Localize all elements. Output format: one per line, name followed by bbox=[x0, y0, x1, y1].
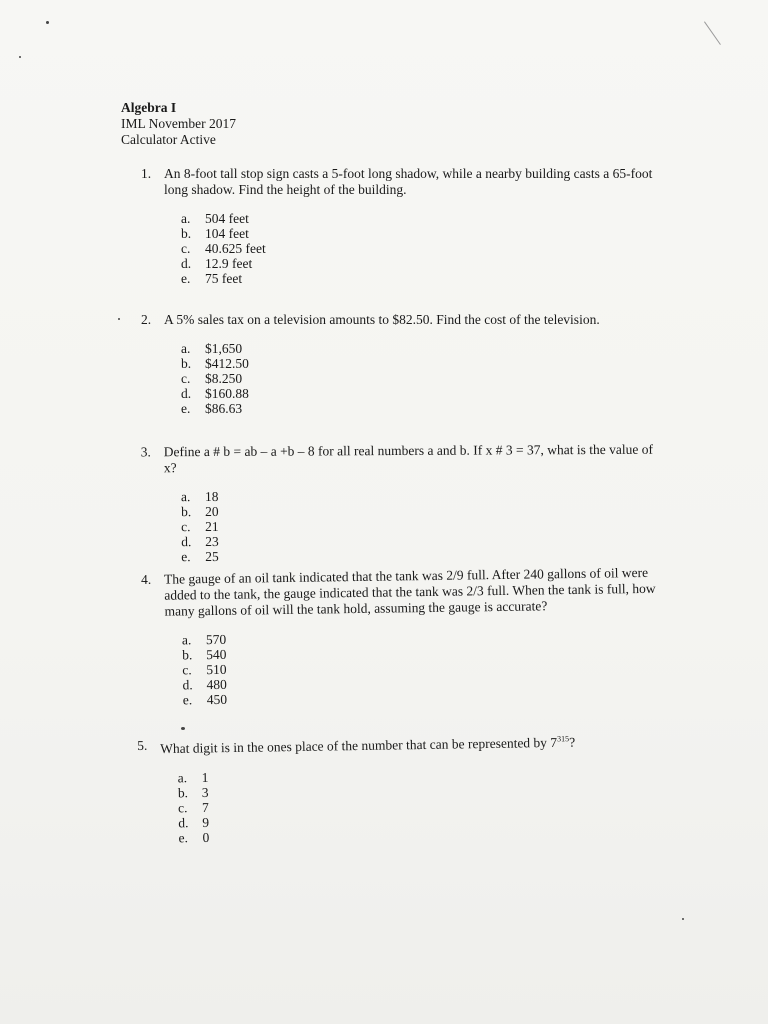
subject-title: Algebra I bbox=[121, 100, 177, 115]
scan-speck bbox=[181, 727, 185, 730]
choice-value: 570 bbox=[205, 631, 227, 648]
answer-choice bbox=[181, 401, 664, 416]
choice-value: 480 bbox=[206, 676, 227, 693]
choice-value: 104 feet bbox=[205, 226, 249, 241]
choice-letter: b. bbox=[177, 784, 189, 800]
scan-scratch bbox=[704, 21, 721, 45]
choice-value: $86.63 bbox=[205, 401, 243, 416]
question-text: The gauge of an oil tank indicated that the tank was 2/9 full. After 240 gallons of oil were added to the tank, the gauge indicated that the tank was 2/3 full. When the tank is full, how many gallons of oil will the tank hold, assuming the gauge is accurate? bbox=[163, 564, 656, 619]
question-text: A 5% sales tax on a television amounts to $82.50. Find the cost of the television. bbox=[164, 312, 600, 327]
choice-value: $160.88 bbox=[205, 386, 249, 401]
choice-value: 21 bbox=[205, 518, 219, 535]
answer-choice bbox=[181, 256, 664, 271]
question-text-main: What digit is in the ones place of the number that can be represented by 7 bbox=[160, 734, 558, 757]
question-text: Define a # b = ab – a +b – 8 for all real numbers a and b. If x # 3 = 37, what is the value of x? bbox=[163, 441, 653, 476]
answer-choice bbox=[181, 271, 664, 286]
choice-letter: c. bbox=[182, 662, 192, 678]
scan-speck bbox=[19, 56, 21, 58]
choice-letter: b. bbox=[182, 647, 193, 663]
choice-value: 25 bbox=[205, 548, 219, 565]
scan-speck bbox=[118, 318, 120, 320]
choice-letter: d. bbox=[181, 534, 192, 550]
choice-value: 1 bbox=[201, 769, 209, 785]
choice-letter: a. bbox=[181, 211, 191, 226]
question-number: 1. bbox=[141, 166, 152, 181]
choice-letter: b. bbox=[181, 226, 192, 241]
choice-letter: e. bbox=[178, 829, 189, 845]
answer-choices bbox=[182, 626, 666, 708]
question-text bbox=[160, 730, 660, 757]
question-3 bbox=[141, 442, 665, 565]
choice-value: 12.9 feet bbox=[205, 256, 253, 271]
choice-letter: a. bbox=[180, 489, 191, 505]
choice-value: 40.625 feet bbox=[205, 241, 266, 256]
choice-letter: a. bbox=[181, 341, 191, 356]
choice-value: $412.50 bbox=[205, 356, 249, 371]
answer-choices bbox=[181, 487, 664, 565]
exponent: 315 bbox=[556, 734, 570, 744]
choice-value: 18 bbox=[204, 488, 219, 505]
choice-letter: a. bbox=[181, 632, 192, 648]
choice-value: 504 feet bbox=[205, 211, 249, 226]
answer-choice bbox=[181, 241, 664, 256]
choice-value: 9 bbox=[202, 814, 210, 830]
answer-choice bbox=[181, 386, 664, 401]
choice-letter: b. bbox=[181, 356, 192, 371]
choice-value: 0 bbox=[202, 829, 210, 845]
calculator-mode: Calculator Active bbox=[121, 132, 216, 147]
question-number: 2. bbox=[141, 312, 152, 327]
answer-choice bbox=[181, 211, 664, 226]
question-mark: ? bbox=[569, 734, 576, 750]
answer-choice bbox=[181, 341, 664, 356]
document-header bbox=[121, 100, 236, 148]
choice-value: 540 bbox=[206, 646, 227, 663]
choice-value: 3 bbox=[201, 784, 209, 800]
choice-letter: c. bbox=[181, 371, 191, 386]
choice-letter: a. bbox=[177, 769, 188, 785]
answer-choices bbox=[181, 341, 664, 416]
answer-choice bbox=[181, 547, 664, 565]
choice-value: $1,650 bbox=[205, 341, 243, 356]
question-number: 4. bbox=[141, 571, 152, 587]
answer-choice bbox=[181, 371, 664, 386]
question-5 bbox=[137, 730, 662, 846]
choice-letter: d. bbox=[182, 677, 193, 693]
question-2 bbox=[141, 312, 664, 416]
choice-letter: b. bbox=[181, 504, 192, 520]
choice-value: 23 bbox=[205, 533, 219, 550]
answer-choice bbox=[181, 356, 664, 371]
choice-letter: e. bbox=[181, 549, 191, 565]
choice-value: $8.250 bbox=[205, 371, 243, 386]
choice-letter: d. bbox=[178, 814, 189, 830]
scan-speck bbox=[682, 918, 684, 920]
choice-letter: e. bbox=[181, 401, 191, 416]
choice-value: 75 feet bbox=[205, 271, 243, 286]
choice-value: 510 bbox=[206, 661, 227, 678]
question-text: An 8-foot tall stop sign casts a 5-foot long shadow, while a nearby building casts a 65-foot long shadow. Find the height of the building. bbox=[164, 166, 653, 197]
question-number: 5. bbox=[137, 737, 148, 753]
question-number: 3. bbox=[140, 444, 151, 460]
choice-letter: d. bbox=[181, 256, 192, 271]
answer-choices bbox=[178, 762, 662, 845]
choice-value: 7 bbox=[201, 799, 209, 815]
question-4 bbox=[141, 565, 666, 708]
choice-value: 450 bbox=[206, 691, 228, 708]
choice-letter: d. bbox=[181, 386, 192, 401]
choice-letter: e. bbox=[182, 692, 193, 708]
answer-choice bbox=[181, 226, 664, 241]
choice-letter: c. bbox=[177, 799, 188, 815]
answer-choices bbox=[181, 211, 664, 286]
choice-value: 20 bbox=[205, 503, 219, 520]
question-1 bbox=[141, 166, 664, 286]
choice-letter: c. bbox=[181, 519, 191, 535]
scan-speck bbox=[46, 21, 49, 24]
contest-name: IML November 2017 bbox=[121, 116, 236, 131]
choice-letter: e. bbox=[181, 271, 191, 286]
choice-letter: c. bbox=[181, 241, 191, 256]
